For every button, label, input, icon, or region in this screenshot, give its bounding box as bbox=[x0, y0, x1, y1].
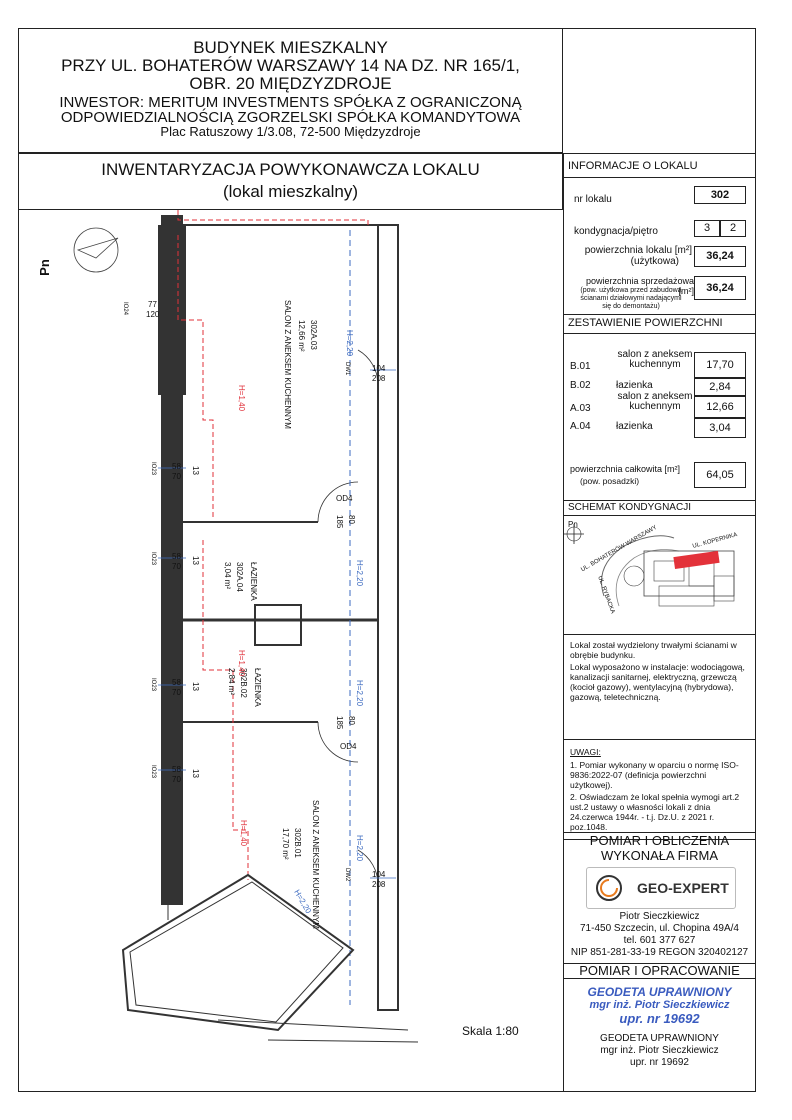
pietro-value: 2 bbox=[720, 220, 746, 237]
height-label-low: H=1,40 bbox=[237, 650, 246, 677]
kond-value: 3 bbox=[694, 220, 720, 237]
dim-58: 58 bbox=[172, 462, 181, 471]
title-sub: (lokal mieszkalny) bbox=[222, 182, 359, 201]
dim-70: 70 bbox=[172, 688, 181, 697]
dim-70: 70 bbox=[172, 775, 181, 784]
kond-label: kondygnacja/piętro bbox=[574, 226, 658, 237]
zest-value: 2,84 bbox=[694, 378, 746, 396]
geo-expert-icon bbox=[591, 870, 631, 906]
nr-value: 302 bbox=[694, 186, 746, 204]
dim-70: 70 bbox=[172, 562, 181, 571]
firm-logo bbox=[586, 867, 736, 909]
scale-label: Skala 1:80 bbox=[462, 1024, 519, 1038]
zest-name: łazienka bbox=[616, 421, 653, 432]
room-b01-area: 17,70 m² bbox=[281, 828, 290, 860]
dim-70: 70 bbox=[172, 472, 181, 481]
dim-58: 58 bbox=[172, 678, 181, 687]
pow-sub: (użytkowa) bbox=[630, 256, 679, 267]
title-main: INWENTARYZACJA POWYKONAWCZA LOKALU bbox=[101, 160, 480, 179]
firm-block bbox=[563, 832, 756, 1092]
uwagi-1: 1. Pomiar wykonany w oparciu o normę ISO-9836:2022-07 (definicja powierzchni użytkowej). bbox=[570, 760, 739, 790]
uwagi-2: 2. Oświadczam że lokal spełnia wymogi art.2 ust.2 ustawy o własności lokali z dnia 24.czerwca 1944r. - t.j. Dz.U. z 2021 r. poz.1048. bbox=[570, 792, 740, 832]
geodeta-stamp bbox=[564, 985, 755, 1026]
schemat-street3: UL. RYBACKA bbox=[596, 575, 616, 615]
stamp-line2: mgr inż. Piotr Sieczkiewicz bbox=[589, 999, 730, 1011]
dim-80: 80 bbox=[347, 716, 356, 725]
sig-line3: upr. nr 19692 bbox=[630, 1057, 689, 1068]
height-label-low: H=1,40 bbox=[237, 385, 246, 412]
north-arrow-icon bbox=[74, 228, 118, 272]
door-od4-label: OD4 bbox=[336, 494, 353, 503]
header-line1: BUDYNEK MIESZKALNY bbox=[193, 38, 388, 57]
window-io23: IO23 bbox=[150, 462, 156, 476]
sig-line1: GEODETA UPRAWNIONY bbox=[600, 1033, 719, 1044]
height-label: H=2,20 bbox=[355, 680, 364, 707]
document-title bbox=[18, 153, 563, 210]
zest-name: łazienka bbox=[616, 380, 653, 391]
room-a03-area: 12,66 m² bbox=[297, 320, 306, 352]
info-panel bbox=[563, 153, 756, 840]
dim-104: 104 bbox=[372, 364, 386, 373]
window-io23: IO23 bbox=[150, 678, 156, 692]
door-label: DW2 bbox=[344, 868, 350, 882]
zest-value: 17,70 bbox=[694, 352, 746, 378]
investor-line1: INWESTOR: MERITUM INVESTMENTS SPÓŁKA Z OGRANICZONĄ bbox=[59, 94, 522, 111]
nr-label: nr lokalu bbox=[574, 194, 612, 205]
room-b02-code: 302B.02 bbox=[239, 668, 248, 698]
room-a04-code: 302A.04 bbox=[235, 562, 244, 592]
door-label: DW1 bbox=[344, 362, 350, 376]
room-b02-name: ŁAZIENKA bbox=[253, 668, 262, 707]
dim-185: 185 bbox=[335, 716, 344, 730]
sig-line2: mgr inż. Piotr Sieczkiewicz bbox=[600, 1045, 719, 1056]
firm-name: Piotr Sieczkiewicz bbox=[619, 911, 700, 922]
room-a04-name: ŁAZIENKA bbox=[249, 562, 258, 601]
room-b01-code: 302B.01 bbox=[293, 828, 302, 858]
sprz-note3: się do demontażu) bbox=[602, 303, 660, 310]
window-io23: IO23 bbox=[150, 765, 156, 779]
height-label-low: H=1,40 bbox=[239, 820, 248, 847]
firm-address: 71-450 Szczecin, ul. Chopina 49A/4 bbox=[580, 923, 739, 934]
window-io23: IO23 bbox=[150, 552, 156, 566]
room-a04-area: 3,04 m² bbox=[223, 562, 232, 590]
zest-code: A.03 bbox=[570, 403, 591, 414]
firm-heading1: POMIAR I OBLICZENIA bbox=[589, 833, 730, 848]
zest-value: 12,66 bbox=[694, 396, 746, 418]
uwagi-heading: UWAGI: bbox=[570, 747, 601, 757]
zest-code: A.04 bbox=[570, 421, 591, 432]
logo-text: GEO-EXPERT bbox=[637, 880, 729, 896]
investor-address: Plac Ratuszowy 1/3.08, 72-500 Międzyzdroje bbox=[160, 124, 421, 139]
height-label: H=2,20 bbox=[355, 835, 364, 862]
zest-heading: ZESTAWIENIE POWIERZCHNI bbox=[564, 314, 755, 334]
dim-13: 13 bbox=[191, 466, 200, 475]
dim-104: 104 bbox=[372, 870, 386, 879]
dim-77: 77 bbox=[148, 300, 157, 309]
firm-nip: NIP 851-281-33-19 REGON 320402127 bbox=[570, 947, 749, 958]
schemat-heading: SCHEMAT KONDYGNACJI bbox=[564, 500, 755, 516]
sprz-note1: (pow. użytkowa przed zabudową bbox=[580, 287, 682, 294]
room-b01-name: SALON Z ANEKSEM KUCHENNYM bbox=[311, 800, 320, 929]
window-io24: IO24 bbox=[122, 302, 128, 316]
sprz-value: 36,24 bbox=[694, 276, 746, 300]
dim-208: 208 bbox=[372, 880, 386, 889]
firm-heading3: POMIAR I OPRACOWANIE bbox=[564, 963, 755, 979]
dim-80: 80 bbox=[347, 515, 356, 524]
schemat-street2: UL. KOPERNIKA bbox=[692, 532, 739, 550]
header-line3: OBR. 20 MIĘDZYZDROJE bbox=[189, 74, 392, 93]
firm-heading2: WYKONAŁA FIRMA bbox=[600, 848, 719, 863]
sprz-note2: ścianami działowymi nadającymi bbox=[580, 295, 682, 302]
total-value: 64,05 bbox=[694, 462, 746, 488]
pow-label: powierzchnia lokalu [m²] bbox=[584, 245, 692, 256]
info-heading: INFORMACJE O LOKALU bbox=[564, 154, 755, 178]
dim-58: 58 bbox=[172, 765, 181, 774]
room-a03-code: 302A.03 bbox=[309, 320, 318, 350]
note-p1: Lokal został wydzielony trwałymi ścianami w obrębie budynku. bbox=[570, 640, 737, 660]
height-label: H=2,20 bbox=[292, 888, 314, 916]
dim-13: 13 bbox=[191, 769, 200, 778]
zest-name: salon z aneksem kuchennym bbox=[617, 391, 693, 412]
sprz-label: powierzchnia sprzedażowa [m²] bbox=[585, 276, 694, 296]
note-p2: Lokal wyposażono w instalacje: wodociągową, kanalizacji sanitarnej, elektryczną, grzewczą (kocioł gazowy), wentylacyjną (hybrydowa), gazową, teletechniczną. bbox=[570, 662, 745, 702]
total-label: powierzchnia całkowita [m²] bbox=[570, 464, 681, 474]
pow-value: 36,24 bbox=[694, 246, 746, 267]
investor-line2: ODPOWIEDZIALNOŚCIĄ ZGORZELSKI SPÓŁKA KOMANDYTOWA bbox=[60, 109, 521, 126]
dim-185: 185 bbox=[335, 515, 344, 529]
dim-13: 13 bbox=[191, 682, 200, 691]
room-a03-name: SALON Z ANEKSEM KUCHENNYM bbox=[283, 300, 292, 429]
height-label: H=2,20 bbox=[345, 330, 354, 357]
stamp-line1: GEODETA UPRAWNIONY bbox=[587, 985, 732, 999]
zest-value: 3,04 bbox=[694, 418, 746, 438]
header-block bbox=[18, 28, 563, 153]
firm-tel: tel. 601 377 627 bbox=[623, 935, 696, 946]
dim-120: 120 bbox=[146, 310, 160, 319]
schemat-north: Pn bbox=[568, 520, 578, 529]
zest-code: B.02 bbox=[570, 380, 591, 391]
dim-58: 58 bbox=[172, 552, 181, 561]
total-sub: (pow. posadzki) bbox=[580, 476, 640, 486]
stamp-line3: upr. nr 19692 bbox=[619, 1011, 700, 1026]
schemat-street1: UL. BOHATERÓW WARSZAWY bbox=[580, 524, 659, 574]
room-b02-area: 2,84 m² bbox=[227, 668, 236, 696]
dim-13: 13 bbox=[191, 556, 200, 565]
header-line2: PRZY UL. BOHATERÓW WARSZAWY 14 NA DZ. NR 165/1, bbox=[61, 56, 520, 75]
height-label: H=2,20 bbox=[355, 560, 364, 587]
zest-code: B.01 bbox=[570, 361, 591, 372]
zest-name: salon z aneksem kuchennym bbox=[617, 349, 693, 370]
plan-north-label: Pn bbox=[36, 259, 52, 276]
door-od4-label: OD4 bbox=[340, 742, 357, 751]
dim-208: 208 bbox=[372, 374, 386, 383]
